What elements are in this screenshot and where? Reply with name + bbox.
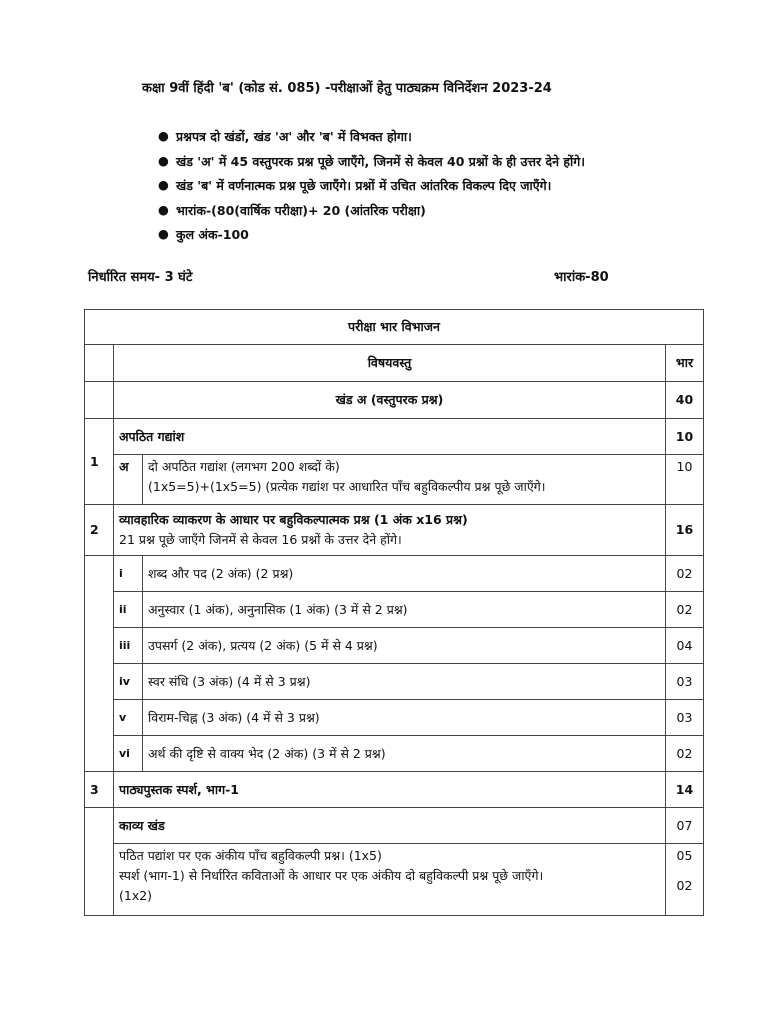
q2-number: 2 bbox=[85, 505, 114, 556]
time-allowed: निर्धारित समय- 3 घंटे bbox=[88, 270, 193, 285]
table-row bbox=[85, 700, 704, 736]
bullet-icon: ● bbox=[158, 226, 169, 241]
q2-title: व्यावहारिक व्याकरण के आधार पर बहुविकल्पात्मक प्रश्न (1 अंक x16 प्रश्न) bbox=[119, 512, 468, 527]
q1-sub-line2: (1x5=5)+(1x5=5) (प्रत्येक गद्यांश पर आधारित पाँच बहुविकल्पीय प्रश्न पूछे जाएँगे। bbox=[148, 479, 546, 494]
q2-item-text: शब्द और पद (2 अंक) (2 प्रश्न) bbox=[143, 556, 666, 592]
q1-sub-line1: दो अपठित गद्यांश (लगभग 200 शब्दों के) bbox=[148, 459, 340, 474]
kavya-khand-label: काव्य खंड bbox=[114, 808, 666, 844]
table-row bbox=[85, 808, 704, 844]
table-row bbox=[85, 505, 704, 556]
table-row bbox=[85, 772, 704, 808]
q2-item-marks: 03 bbox=[666, 664, 704, 700]
bullet-icon: ● bbox=[158, 177, 169, 192]
instructions-list bbox=[158, 128, 585, 251]
q2-item-num: vi bbox=[114, 736, 143, 772]
instruction-item: ● प्रश्नपत्र दो खंडों, खंड 'अ' और 'ब' में विभक्त होगा। bbox=[158, 128, 412, 144]
total-marks: भारांक-80 bbox=[554, 270, 609, 285]
q2-item-num: ii bbox=[114, 592, 143, 628]
q1-sub-marks: 10 bbox=[666, 455, 704, 505]
table-row bbox=[85, 419, 704, 455]
q2-marks: 16 bbox=[666, 505, 704, 556]
kavya-line3: (1x2) bbox=[119, 888, 153, 903]
q2-item-text: स्वर संधि (3 अंक) (4 में से 3 प्रश्न) bbox=[143, 664, 666, 700]
q2-item-num: iii bbox=[114, 628, 143, 664]
q2-item-marks: 02 bbox=[666, 736, 704, 772]
instruction-item: ● भारांक-(80(वार्षिक परीक्षा)+ 20 (आंतरिक परीक्षा) bbox=[158, 201, 426, 218]
table-row bbox=[85, 592, 704, 628]
kavya-khand-marks: 07 bbox=[666, 808, 704, 844]
q1-sub-label: अ bbox=[114, 455, 143, 505]
kavya-line2-marks: 02 bbox=[676, 878, 693, 893]
q2-item-num: i bbox=[114, 556, 143, 592]
bullet-icon: ● bbox=[158, 128, 169, 143]
q2-item-marks: 04 bbox=[666, 628, 704, 664]
table-row bbox=[85, 844, 704, 916]
document-title: कक्षा 9वीं हिंदी 'ब' (कोड सं. 085) -परीक्षाओं हेतु पाठ्यक्रम विनिर्देशन 2023-24 bbox=[142, 81, 552, 96]
q3-number: 3 bbox=[85, 772, 114, 808]
q2-item-num: v bbox=[114, 700, 143, 736]
q2-item-text: विराम-चिह्न (3 अंक) (4 में से 3 प्रश्न) bbox=[143, 700, 666, 736]
q1-marks: 10 bbox=[666, 419, 704, 455]
kavya-line1: पठित पद्यांश पर एक अंकीय पाँच बहुविकल्पी प्रश्न। (1x5) bbox=[119, 848, 382, 863]
instruction-item: ● खंड 'ब' में वर्णनात्मक प्रश्न पूछे जाएँगे। प्रश्नों में उचित आंतरिक विकल्प दिए जाएँगे। bbox=[158, 177, 552, 193]
instruction-item: ● खंड 'अ' में 45 वस्तुपरक प्रश्न पूछे जाएँगे, जिनमें से केवल 40 प्रश्नों के ही उत्तर देने होंगे। bbox=[158, 152, 586, 169]
q3-marks: 14 bbox=[666, 772, 704, 808]
section-a-label: खंड अ (वस्तुपरक प्रश्न) bbox=[114, 382, 666, 419]
q2-item-text: अनुस्वार (1 अंक), अनुनासिक (1 अंक) (3 में से 2 प्रश्न) bbox=[143, 592, 666, 628]
table-row bbox=[85, 455, 704, 505]
q2-note: 21 प्रश्न पूछे जाएँगे जिनमें से केवल 16 प्रश्नों के उत्तर देने होंगे। bbox=[119, 532, 402, 547]
q2-item-marks: 03 bbox=[666, 700, 704, 736]
bullet-icon: ● bbox=[158, 201, 169, 217]
weightage-table bbox=[84, 309, 704, 916]
q1-title: अपठित गद्यांश bbox=[114, 419, 666, 455]
bullet-icon: ● bbox=[158, 152, 169, 168]
header-content: विषयवस्तु bbox=[114, 345, 666, 382]
q2-item-text: उपसर्ग (2 अंक), प्रत्यय (2 अंक) (5 में से 4 प्रश्न) bbox=[143, 628, 666, 664]
table-row bbox=[85, 736, 704, 772]
kavya-line2: स्पर्श (भाग-1) से निर्धारित कविताओं के आधार पर एक अंकीय दो बहुविकल्पी प्रश्न पूछे जाएँगे। bbox=[119, 868, 544, 883]
q2-item-num: iv bbox=[114, 664, 143, 700]
table-row bbox=[85, 628, 704, 664]
section-a-marks: 40 bbox=[666, 382, 704, 419]
table-row bbox=[85, 664, 704, 700]
header-weight: भार bbox=[666, 345, 704, 382]
q1-number: 1 bbox=[85, 419, 114, 505]
kavya-line1-marks: 05 bbox=[676, 848, 693, 863]
q2-item-marks: 02 bbox=[666, 556, 704, 592]
q3-title: पाठ्यपुस्तक स्पर्श, भाग-1 bbox=[114, 772, 666, 808]
q2-item-text: अर्थ की दृष्टि से वाक्य भेद (2 अंक) (3 में से 2 प्रश्न) bbox=[143, 736, 666, 772]
table-caption: परीक्षा भार विभाजन bbox=[85, 310, 704, 345]
table-row bbox=[85, 556, 704, 592]
q2-item-marks: 02 bbox=[666, 592, 704, 628]
instruction-item: ● कुल अंक-100 bbox=[158, 226, 249, 242]
